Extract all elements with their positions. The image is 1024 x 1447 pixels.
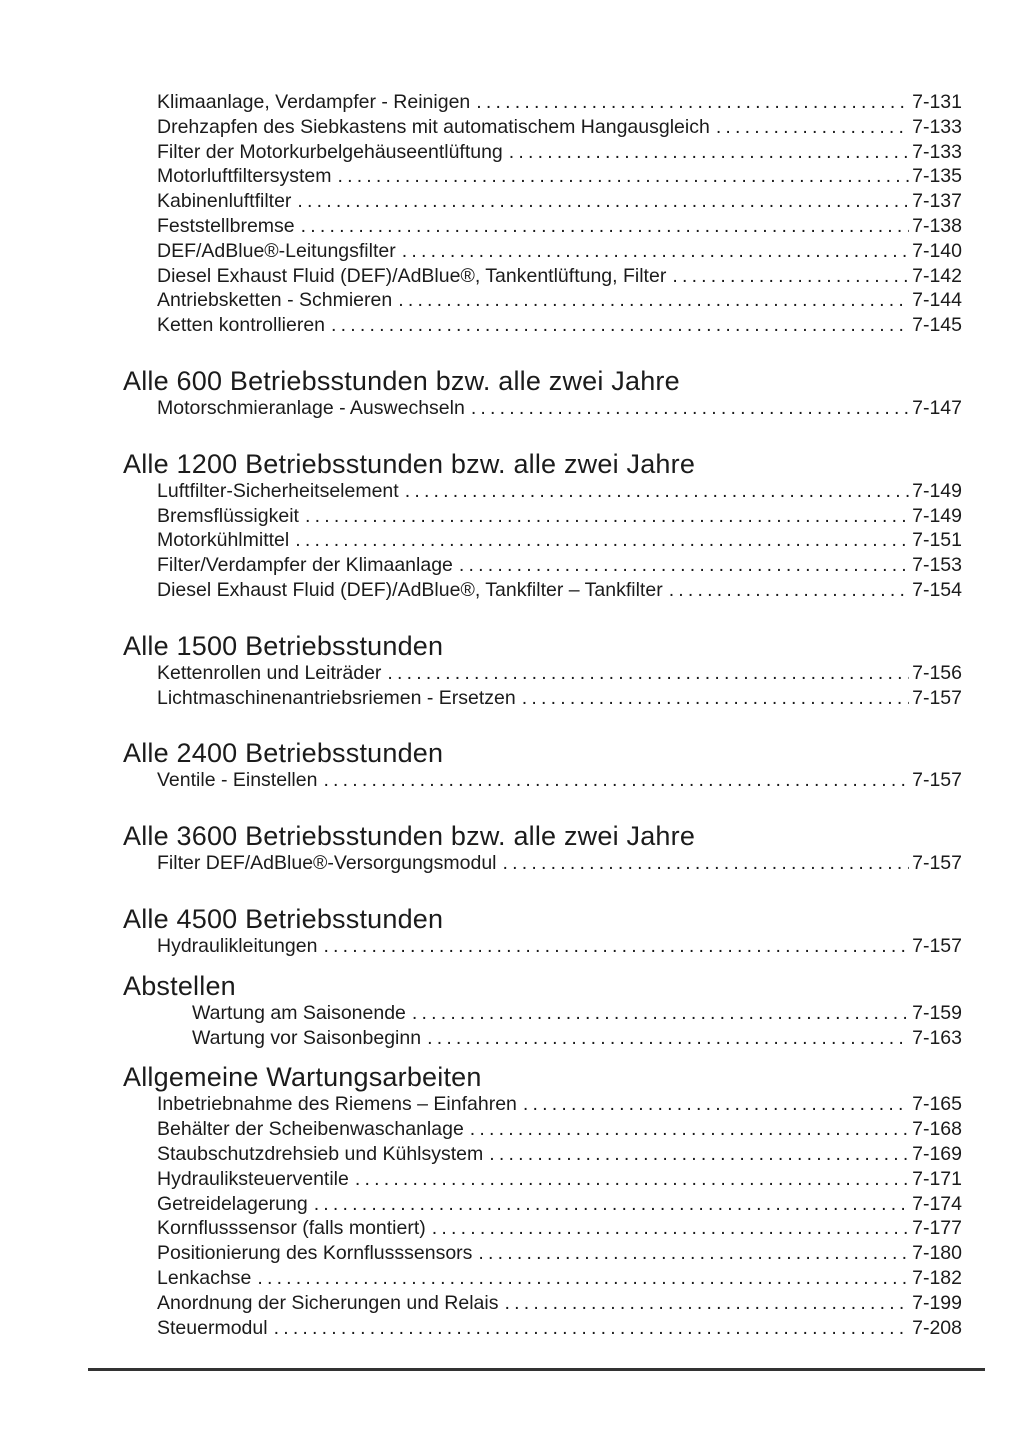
toc-entry-page: 7-199 (912, 1291, 962, 1314)
dot-leader (305, 504, 909, 529)
toc-entry-list (123, 1092, 962, 1340)
toc-entry-list (123, 768, 962, 793)
toc-entry (157, 553, 962, 578)
toc-entry-label: Bremsflüssigkeit (157, 504, 299, 527)
toc-entry-page: 7-149 (912, 479, 962, 502)
toc-entry (157, 90, 962, 115)
section-heading: Alle 1200 Betriebsstunden bzw. alle zwei Jahre (123, 448, 696, 479)
toc-entry (157, 1316, 962, 1341)
dot-leader (470, 1117, 909, 1142)
dot-leader (522, 686, 909, 711)
dot-leader (295, 528, 909, 553)
toc-entry-page: 7-142 (912, 264, 962, 287)
toc-entry-label: Hydrauliksteuerventile (157, 1167, 349, 1190)
toc-entry-page: 7-154 (912, 578, 962, 601)
dot-leader (476, 90, 909, 115)
dot-leader (301, 214, 910, 239)
toc-entry-label: Staubschutzdrehsieb und Kühlsystem (157, 1142, 484, 1165)
toc-section (123, 904, 962, 959)
toc-entry-label: Positionierung des Kornflusssensors (157, 1242, 473, 1265)
toc-entry-label: Wartung am Saisonende (192, 1001, 406, 1024)
toc-entry-label: Lichtmaschinenantriebsriemen - Ersetzen (157, 686, 516, 709)
toc-entry-page: 7-145 (912, 314, 962, 337)
footer-divider (88, 1368, 985, 1371)
toc-entry-page: 7-165 (912, 1093, 962, 1116)
toc-section (123, 90, 962, 338)
toc-section (123, 971, 962, 1051)
toc-entry-page: 7-157 (912, 852, 962, 875)
toc-entry (157, 686, 962, 711)
toc-entry-page: 7-168 (912, 1118, 962, 1141)
dot-leader (716, 115, 909, 140)
toc-entry-label: Ketten kontrollieren (157, 314, 326, 337)
toc-section (123, 738, 962, 793)
toc-entry (157, 1142, 962, 1167)
toc-entry (157, 1216, 962, 1241)
dot-leader (355, 1167, 909, 1192)
toc-entry (157, 1092, 962, 1117)
dot-leader (427, 1026, 909, 1051)
toc-entry-label: Motorkühlmittel (157, 529, 290, 552)
dot-leader (398, 288, 909, 313)
dot-leader (402, 239, 909, 264)
toc-section (123, 366, 962, 421)
toc-entry-label: Inbetriebnahme des Riemens – Einfahren (157, 1093, 517, 1116)
dot-leader (489, 1142, 909, 1167)
toc-entry (157, 1192, 962, 1217)
toc-entry-page: 7-151 (912, 529, 962, 552)
dot-leader (503, 851, 910, 876)
dot-leader (323, 934, 909, 959)
toc-entry (157, 768, 962, 793)
toc-entry-list (123, 396, 962, 421)
toc-entry-page: 7-153 (912, 554, 962, 577)
dot-leader (412, 1001, 909, 1026)
toc-entry-label: Drehzapfen des Siebkastens mit automatischem Hangausgleich (157, 115, 710, 138)
toc-section (123, 821, 962, 876)
toc-entry-page: 7-131 (912, 91, 962, 113)
toc-entry (157, 313, 962, 338)
toc-entry (157, 239, 962, 264)
table-of-contents (123, 90, 962, 1340)
toc-entry-page: 7-157 (912, 686, 962, 709)
toc-section (123, 631, 962, 711)
toc-entry (192, 1026, 962, 1051)
toc-entry (157, 189, 962, 214)
toc-entry-label: Steuermodul (157, 1316, 268, 1339)
toc-entry-page: 7-157 (912, 769, 962, 792)
toc-entry-list (123, 1001, 962, 1051)
toc-entry-label: Filter/Verdampfer der Klimaanlage (157, 554, 453, 577)
toc-section (123, 1062, 962, 1340)
toc-entry (192, 1001, 962, 1026)
section-heading: Alle 4500 Betriebsstunden (123, 903, 444, 934)
toc-entry-page: 7-149 (912, 504, 962, 527)
section-heading: Alle 2400 Betriebsstunden (123, 738, 444, 769)
toc-entry-label: Kornflusssensor (falls montiert) (157, 1217, 426, 1240)
toc-entry-label: Diesel Exhaust Fluid (DEF)/AdBlue®, Tankfilter – Tankfilter (157, 578, 663, 601)
toc-entry-label: Kabinenluftfilter (157, 190, 292, 213)
dot-leader (672, 264, 909, 289)
toc-entry (157, 661, 962, 686)
dot-leader (297, 189, 909, 214)
section-heading: Abstellen (123, 970, 236, 1001)
toc-entry-label: Filter der Motorkurbelgehäuseentlüftung (157, 140, 503, 163)
toc-entry (157, 164, 962, 189)
toc-entry (157, 396, 962, 421)
toc-entry (157, 528, 962, 553)
toc-entry (157, 851, 962, 876)
toc-entry (157, 1117, 962, 1142)
dot-leader (505, 1291, 910, 1316)
toc-section (123, 449, 962, 603)
toc-entry-label: Behälter der Scheibenwaschanlage (157, 1118, 464, 1141)
toc-entry (157, 214, 962, 239)
toc-entry-list (123, 661, 962, 711)
toc-entry (157, 115, 962, 140)
dot-leader (337, 164, 909, 189)
toc-entry-page: 7-159 (912, 1001, 962, 1024)
toc-entry-label: Hydraulikleitungen (157, 934, 318, 957)
dot-leader (459, 553, 909, 578)
toc-entry-page: 7-133 (912, 115, 962, 138)
toc-entry-label: Wartung vor Saisonbeginn (192, 1026, 422, 1049)
toc-entry (157, 1291, 962, 1316)
toc-entry-page: 7-140 (912, 239, 962, 262)
toc-entry (157, 264, 962, 289)
section-heading: Allgemeine Wartungsarbeiten (123, 1062, 482, 1093)
dot-leader (523, 1092, 909, 1117)
toc-entry-label: Diesel Exhaust Fluid (DEF)/AdBlue®, Tankentlüftung, Filter (157, 264, 667, 287)
toc-entry-label: Lenkachse (157, 1266, 252, 1289)
toc-entry (157, 1167, 962, 1192)
toc-entry-label: Antriebsketten - Schmieren (157, 289, 393, 312)
dot-leader (669, 578, 909, 603)
dot-leader (323, 768, 909, 793)
toc-entry-page: 7-157 (912, 934, 962, 957)
toc-entry-label: Anordnung der Sicherungen und Relais (157, 1291, 499, 1314)
toc-entry-page: 7-180 (912, 1242, 962, 1265)
toc-entry-page: 7-156 (912, 661, 962, 684)
toc-entry-label: Klimaanlage, Verdampfer - Reinigen (157, 91, 471, 113)
dot-leader (478, 1241, 909, 1266)
dot-leader (274, 1316, 910, 1341)
toc-entry-label: Feststellbremse (157, 214, 295, 237)
toc-entry-page: 7-135 (912, 165, 962, 188)
toc-entry-page: 7-177 (912, 1217, 962, 1240)
toc-entry-label: Ventile - Einstellen (157, 769, 318, 792)
toc-entry-page: 7-137 (912, 190, 962, 213)
section-heading: Alle 1500 Betriebsstunden (123, 630, 444, 661)
toc-entry-page: 7-144 (912, 289, 962, 312)
toc-entry (157, 934, 962, 959)
toc-entry-label: Getreidelagerung (157, 1192, 308, 1215)
toc-entry (157, 479, 962, 504)
toc-entry-page: 7-138 (912, 214, 962, 237)
toc-entry-page: 7-174 (912, 1192, 962, 1215)
toc-entry-page: 7-171 (912, 1167, 962, 1190)
toc-entry-page: 7-182 (912, 1266, 962, 1289)
toc-entry (157, 1266, 962, 1291)
dot-leader (314, 1192, 909, 1217)
dot-leader (405, 479, 909, 504)
section-heading: Alle 3600 Betriebsstunden bzw. alle zwei Jahre (123, 821, 696, 852)
toc-entry-label: Luftfilter-Sicherheitselement (157, 479, 399, 502)
toc-entry (157, 578, 962, 603)
toc-entry-label: DEF/AdBlue®-Leitungsfilter (157, 239, 396, 262)
toc-entry-list (123, 479, 962, 603)
toc-entry-page: 7-169 (912, 1142, 962, 1165)
toc-entry-label: Filter DEF/AdBlue®-Versorgungsmodul (157, 852, 497, 875)
toc-entry (157, 140, 962, 165)
toc-entry (157, 288, 962, 313)
section-heading: Alle 600 Betriebsstunden bzw. alle zwei Jahre (123, 365, 680, 396)
toc-entry-page: 7-147 (912, 396, 962, 419)
toc-entry (157, 504, 962, 529)
dot-leader (509, 140, 909, 165)
toc-entry-page: 7-163 (912, 1026, 962, 1049)
toc-entry-label: Motorluftfiltersystem (157, 165, 332, 188)
toc-entry-page: 7-133 (912, 140, 962, 163)
toc-entry-list (123, 934, 962, 959)
toc-entry (157, 1241, 962, 1266)
dot-leader (387, 661, 909, 686)
toc-entry-label: Kettenrollen und Leiträder (157, 661, 382, 684)
toc-entry-page: 7-208 (912, 1316, 962, 1339)
dot-leader (471, 396, 909, 421)
toc-entry-list (123, 851, 962, 876)
dot-leader (257, 1266, 909, 1291)
toc-entry-label: Motorschmieranlage - Auswechseln (157, 396, 465, 419)
dot-leader (331, 313, 909, 338)
toc-entry-list (123, 90, 962, 338)
dot-leader (432, 1216, 909, 1241)
